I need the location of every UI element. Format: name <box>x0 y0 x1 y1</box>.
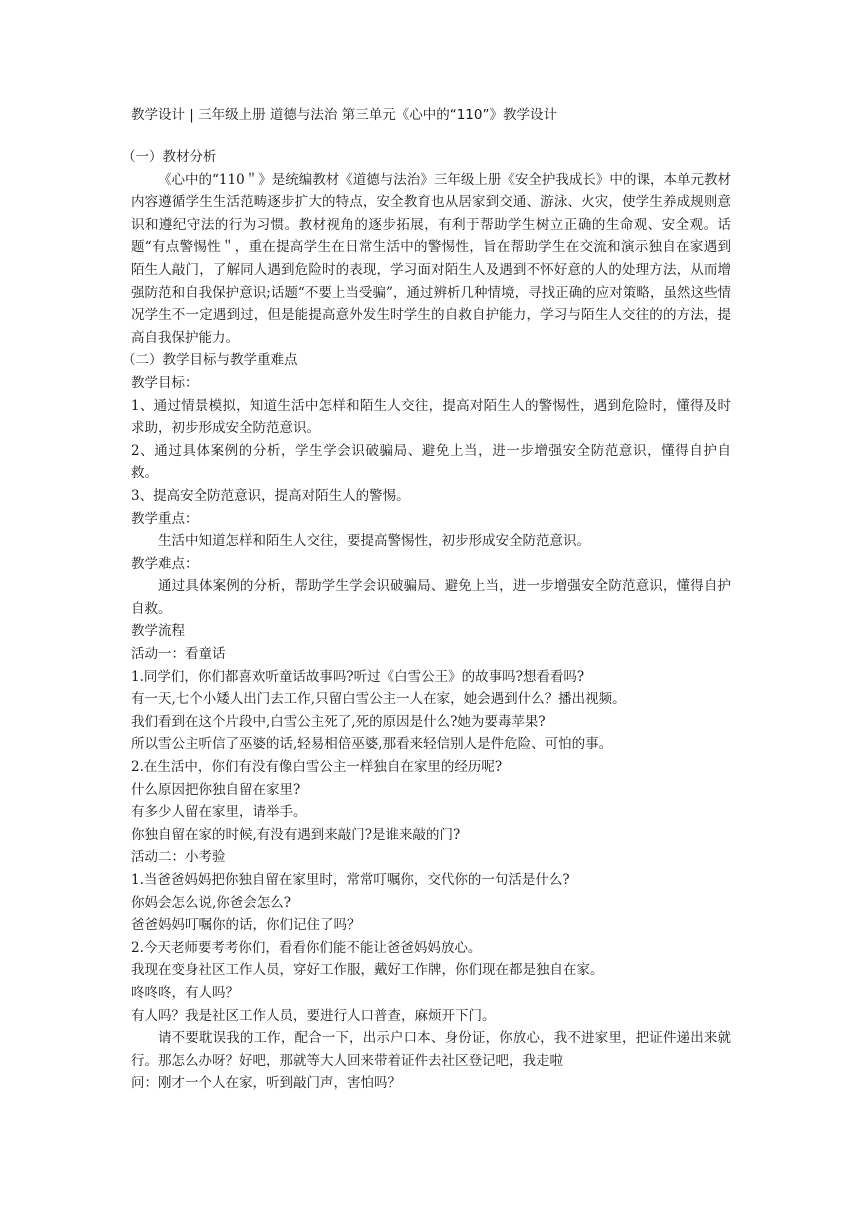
paragraph: 你妈会怎么说,你爸会怎么? <box>131 894 292 911</box>
paragraph: 教学目标： <box>131 374 199 391</box>
document-page <box>122 104 731 1095</box>
paragraph: 你独自留在家的时候,有没有遇到来敲门?是谁来敲的门? <box>131 826 461 843</box>
paragraph: 教学流程 <box>131 623 185 640</box>
paragraph: 1.同学们，你们都喜欢听童话故事吗?听过《白雪公王》的故事吗?想看看吗? <box>131 668 585 685</box>
paragraph: 有多少人留在家里，请举手。 <box>131 804 307 821</box>
paragraph: 有一天,七个小矮人出门去工作,只留白雪公主一人在家，她会遇到什么？播出视频。 <box>131 691 626 708</box>
document-title: 教学设计 | 三年级上册 道德与法治 第三单元《心中的“110”》教学设计 <box>131 107 557 123</box>
paragraph: 所以雪公主听信了巫婆的话,轻易相倍巫婆,那看来轻信别人是件危险、可怕的事。 <box>131 736 613 753</box>
paragraph: 1、通过情景模拟，知道生活中怎样和陌生人交往，提高对陌生人的警惕性，遇到危险时，懂得及时求助，初步形成安全防范意识。 <box>131 397 731 437</box>
paragraph: 活动二：小考验 <box>131 849 226 866</box>
paragraph: 我们看到在这个片段中,白雪公主死了,死的原因是什么?她为要毒苹果? <box>131 713 546 730</box>
document-body <box>122 146 731 1095</box>
section-heading: （二）教学目标与教学重难点 <box>122 352 298 369</box>
paragraph: 1.当爸爸妈妈把你独自留在家里时，常常叮嘱你，交代你的一句活是什么? <box>131 872 570 888</box>
paragraph: 《心中的“110＂》是统编教材《道德与法治》三年级上册《安全护我成长》中的课，本单元教材内容遵循学生生活范畴逐步扩大的特点，安全教育也从居家到交通、游泳、火灾，使学生养成规则意识和遵纪守法的行为习惯。教材视角的逐步拓展，有利于帮助学生树立正确的生命观、安全观。话题“有点警惕性＂，重在提高学生在日常生活中的警惕性，旨在帮助学生在交流和演示独自在家遇到陌生人敲门，了解同人遇到危险时的表现，学习面对陌生人及遇到不怀好意的人的处理方法，从而增强防范和自我保护意识;话题“不要上当受骗”，通过辨析几种情境，寻找正确的应对策略，虽然这些情况学生不一定遇到过，但是能提高意外发生时学生的自救自护能力，学习与陌生人交往的的方法，提高自我保护能力。 <box>131 171 731 346</box>
paragraph: 教学难点： <box>131 555 199 572</box>
paragraph: 生活中知道怎样和陌生人交往，要提高警惕性，初步形成安全防范意识。 <box>158 533 590 550</box>
paragraph: 咚咚咚，有人吗？ <box>131 984 239 1001</box>
paragraph: 问：刚才一个人在家，听到敲门声，害怕吗？ <box>131 1075 401 1092</box>
paragraph: 活动一：看童话 <box>131 646 226 663</box>
paragraph: 有人吗？我是社区工作人员，要进行人口普查，麻烦开下门。 <box>131 1007 496 1024</box>
paragraph: 2.今天老师要考考你们，看看你们能不能让爸爸妈妈放心。 <box>131 939 482 956</box>
paragraph: 我现在变身社区工作人员，穿好工作服，戴好工作牌，你们现在都是独自在家。 <box>131 962 604 979</box>
paragraph: 2.在生活中，你们有没有像白雪公主一样独自在家里的经历呢? <box>131 759 503 776</box>
paragraph: 3、提高安全防范意识，提高对陌生人的警惕。 <box>131 487 410 504</box>
section-heading: （一）教材分析 <box>122 149 217 165</box>
paragraph: 什么原因把你独自留在家里? <box>131 781 301 798</box>
paragraph: 教学重点： <box>131 510 199 527</box>
paragraph: 爸爸妈妈叮嘱你的话，你们记住了吗？ <box>131 917 361 934</box>
paragraph: 2、通过具体案例的分析，学生学会识破骗局、避免上当，进一步增强安全防范意识，懂得自护自救。 <box>131 442 731 482</box>
paragraph: 请不要耽误我的工作，配合一下，出示户口本、身份证，你放心，我不进家里，把证件递出来就行。那怎么办呀？好吧，那就等大人回来带着证件去社区登记吧，我走啦 <box>131 1030 731 1069</box>
paragraph: 通过具体案例的分析，帮助学生学会识破骗局、避免上当，进一步增强安全防范意识，懂得自护自救。 <box>131 578 731 617</box>
